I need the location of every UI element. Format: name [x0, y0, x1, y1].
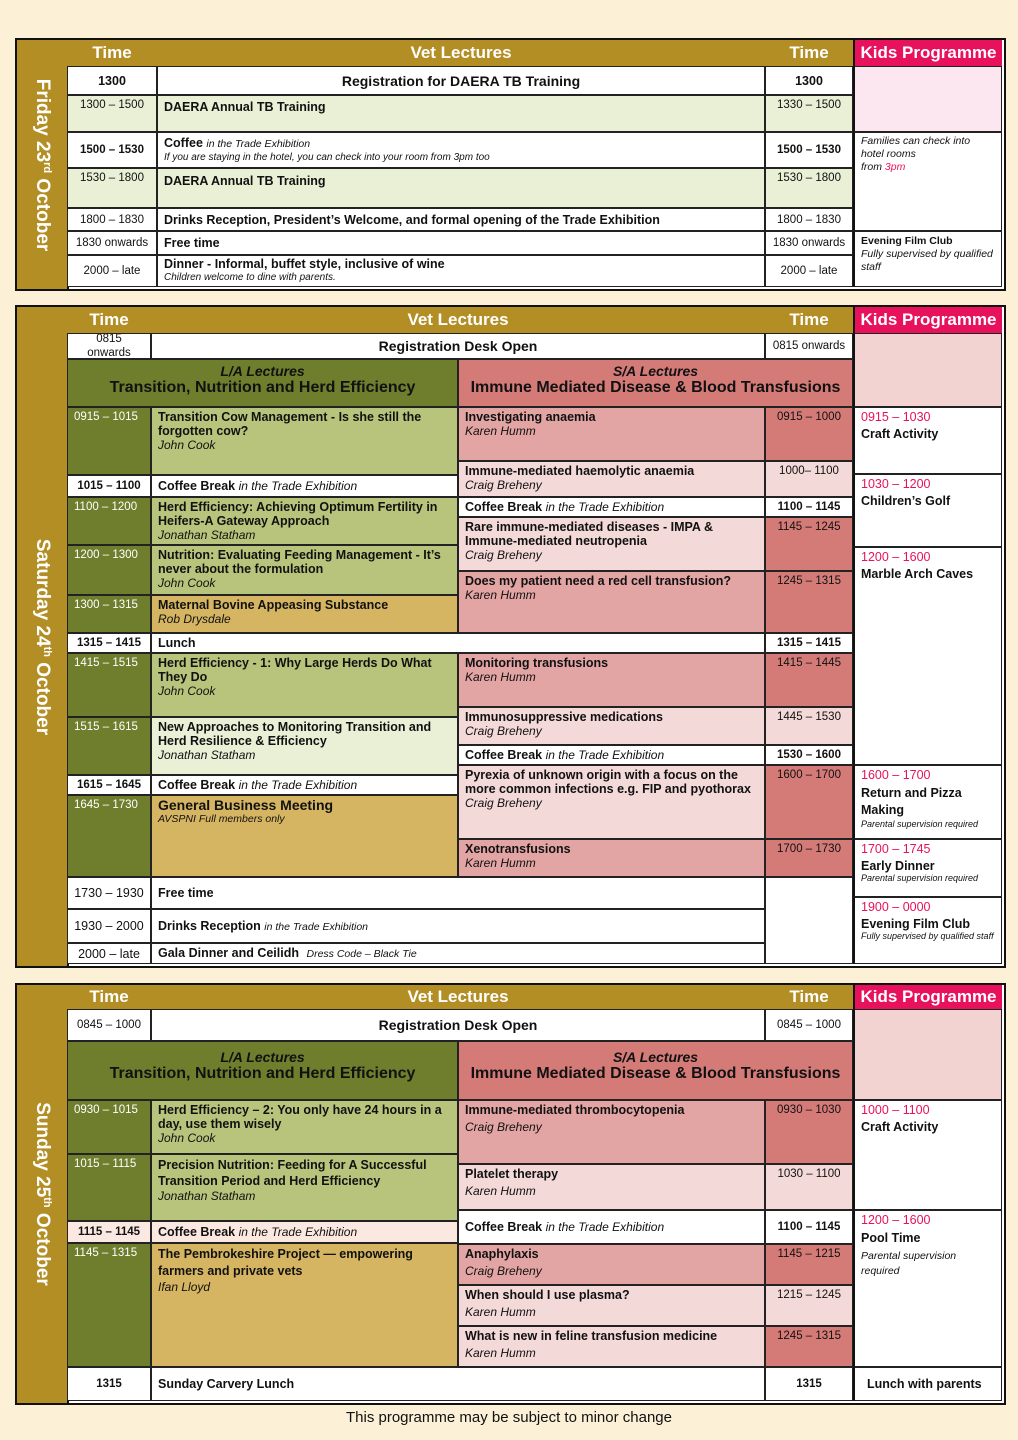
session-title: Nutrition: Evaluating Feeding Management - It’s never about the formulation	[158, 548, 441, 576]
time-cell: 2000 – late	[67, 943, 151, 964]
time-header: Time	[765, 307, 853, 333]
time-cell: 2000 – late	[765, 255, 853, 287]
session-title: Herd Efficiency: Achieving Optimum Fertility in Heifers-A Gateway Approach	[158, 500, 438, 528]
session-title: DAERA Annual TB Training	[164, 174, 326, 188]
session-title: Herd Efficiency – 2: You only have 24 hours in a day, use them wisely	[158, 1103, 442, 1131]
session-title: Precision Nutrition: Feeding for A Successful Transition Period and Herd Efficiency	[158, 1158, 427, 1188]
time-cell: 1015 – 1115	[67, 1154, 151, 1221]
sa-track-title: Immune Mediated Disease & Blood Transfusions	[470, 1065, 841, 1082]
time-cell: 1200 – 1300	[67, 545, 151, 595]
time-cell: 1800 – 1830	[765, 208, 853, 231]
time-cell: 1115 – 1145	[67, 1221, 151, 1243]
vet-lectures-header: Vet Lectures	[151, 307, 765, 333]
la-lectures-label: L/A Lectures	[220, 1049, 305, 1065]
speaker: Karen Humm	[465, 1184, 536, 1198]
session-title: Registration Desk Open	[378, 338, 538, 354]
session-title: The Pembrokeshire Project — empowering farmers and private vets	[158, 1247, 413, 1278]
kids-cell	[853, 765, 1002, 839]
speaker: Karen Humm	[465, 424, 536, 438]
time-cell: 1315	[765, 1367, 853, 1401]
session-cell	[458, 461, 765, 497]
time-cell: 1245 – 1315	[765, 1326, 853, 1367]
day-label: Saturday 24th October	[31, 538, 54, 735]
speaker: Jonathan Statham	[158, 748, 256, 762]
kids-cell	[853, 407, 1002, 474]
session-cell	[157, 255, 765, 287]
sa-lectures-header	[458, 1041, 853, 1100]
sa-lectures-label: S/A Lectures	[612, 1049, 699, 1065]
kids-title: Return and Pizza Making	[861, 786, 962, 817]
session-title: Immunosuppressive medications	[465, 710, 663, 724]
session-cell	[151, 1009, 765, 1041]
session-note: Children welcome to dine with parents.	[164, 272, 336, 283]
session-title: Coffee Break	[158, 1225, 236, 1239]
time-cell: 0845 – 1000	[67, 1009, 151, 1041]
session-cell	[458, 1164, 765, 1210]
la-lectures-label: L/A Lectures	[220, 363, 305, 379]
session-cell	[458, 707, 765, 745]
day-band	[17, 307, 69, 966]
time-cell: 1315	[67, 1367, 151, 1401]
kids-cell	[853, 474, 1002, 547]
time-cell: 1300 – 1500	[67, 95, 157, 132]
kids-time: 1900 – 0000	[861, 900, 931, 914]
time-header: Time	[67, 307, 151, 333]
session-cell	[151, 475, 458, 497]
vet-lectures-header: Vet Lectures	[157, 40, 765, 66]
location-note: in the Trade Exhibition	[545, 1220, 665, 1234]
session-title: Coffee Break	[465, 748, 543, 762]
sa-lectures-header	[458, 359, 853, 407]
speaker: John Cook	[158, 438, 216, 452]
time-cell: 1145 – 1315	[67, 1243, 151, 1367]
speaker: Craig Breheny	[465, 1264, 542, 1278]
sa-lectures-label: S/A Lectures	[612, 363, 699, 379]
kids-cell	[853, 333, 1002, 407]
time-cell: 1730 – 1930	[67, 877, 151, 909]
session-title: Does my patient need a red cell transfusion?	[465, 574, 732, 588]
kids-time: 3pm	[884, 161, 906, 173]
kids-title: Craft Activity	[861, 1120, 939, 1134]
location-note: Dress Code – Black Tie	[306, 948, 417, 960]
time-header: Time	[67, 40, 157, 66]
time-cell: 0915 – 1015	[67, 407, 151, 475]
kids-cell	[853, 132, 1002, 231]
la-track-title: Transition, Nutrition and Herd Efficiency	[109, 1065, 416, 1082]
speaker: Craig Breheny	[465, 724, 542, 738]
session-title: Investigating anaemia	[465, 410, 596, 424]
speaker: Karen Humm	[465, 1346, 536, 1360]
session-cell	[458, 1210, 765, 1244]
kids-title: Children’s Golf	[861, 494, 951, 508]
time-cell: 1000– 1100	[765, 461, 853, 497]
session-title: Coffee Break	[465, 500, 543, 514]
session-title: Drinks Reception	[158, 918, 261, 933]
session-cell	[151, 633, 765, 653]
speaker: Craig Breheny	[465, 548, 542, 562]
speaker: Jonathan Statham	[158, 528, 256, 542]
session-title: What is new in feline transfusion medicine	[465, 1329, 718, 1343]
time-cell: 1030 – 1100	[765, 1164, 853, 1210]
session-cell	[151, 877, 765, 909]
time-cell: 1615 – 1645	[67, 775, 151, 795]
session-title: Drinks Reception, President’s Welcome, and formal opening of the Trade Exhibition	[164, 212, 660, 227]
time-cell: 1315 – 1415	[67, 633, 151, 653]
session-cell	[458, 653, 765, 707]
kids-time: 1700 – 1745	[861, 842, 931, 856]
speaker: Craig Breheny	[465, 478, 542, 492]
footer-note: This programme may be subject to minor change	[346, 1409, 672, 1426]
session-cell	[151, 595, 458, 633]
kids-programme-header: Kids Programme	[853, 307, 1002, 333]
time-cell: 1300	[765, 66, 853, 95]
session-title: Coffee Break	[158, 479, 236, 493]
kids-note: Parental supervision required	[861, 873, 979, 883]
kids-title: Evening Film Club	[861, 235, 953, 247]
time-cell: 1930 – 2000	[67, 909, 151, 943]
kids-cell	[853, 547, 1002, 765]
session-cell	[458, 407, 765, 461]
time-cell: 1700 – 1730	[765, 839, 853, 877]
time-cell: 1415 – 1445	[765, 653, 853, 707]
kids-title: Evening Film Club	[861, 917, 971, 931]
speaker: Karen Humm	[465, 670, 536, 684]
location-note: in the Trade Exhibition	[238, 778, 358, 792]
session-title: Monitoring transfusions	[465, 656, 609, 670]
kids-title: Early Dinner	[861, 859, 935, 873]
session-title: Platelet therapy	[465, 1167, 559, 1181]
kids-cell	[853, 66, 1002, 132]
speaker: John Cook	[158, 684, 216, 698]
session-note: If you are staying in the hotel, you can check into your room from 3pm too	[164, 151, 490, 163]
kids-cell	[853, 1367, 1002, 1401]
kids-title: Craft Activity	[861, 427, 939, 441]
kids-note: Fully supervised by qualified staff	[861, 931, 994, 941]
time-cell: 0930 – 1015	[67, 1100, 151, 1154]
kids-programme-header: Kids Programme	[853, 985, 1002, 1009]
kids-title: Marble Arch Caves	[861, 567, 974, 581]
kids-note: Parental supervision required	[861, 819, 979, 829]
time-cell: 1330 – 1500	[765, 95, 853, 132]
session-cell	[458, 571, 765, 633]
session-cell	[151, 333, 765, 359]
kids-note: from	[861, 161, 885, 173]
kids-programme-header: Kids Programme	[853, 40, 1002, 66]
time-cell: 0815 onwards	[765, 333, 853, 359]
session-cell	[458, 497, 765, 517]
session-cell	[151, 1100, 458, 1154]
session-title: Lunch	[158, 636, 196, 650]
session-cell	[458, 745, 765, 765]
friday-section	[15, 38, 1006, 291]
time-cell: 1445 – 1530	[765, 707, 853, 745]
session-title: General Business Meeting	[158, 797, 334, 813]
session-cell	[157, 66, 765, 95]
session-cell	[157, 95, 765, 132]
kids-time: 1030 – 1200	[861, 477, 931, 491]
time-cell: 1530 – 1600	[765, 745, 853, 765]
kids-time: 1600 – 1700	[861, 768, 931, 782]
kids-cell	[853, 1210, 1002, 1367]
session-cell	[458, 765, 765, 839]
session-cell	[458, 1100, 765, 1164]
kids-cell	[853, 1100, 1002, 1210]
session-title: Registration for DAERA TB Training	[341, 72, 581, 89]
location-note: in the Trade Exhibition	[545, 748, 665, 762]
session-cell	[157, 231, 765, 255]
time-cell: 0845 – 1000	[765, 1009, 853, 1041]
session-title: New Approaches to Monitoring Transition and Herd Resilience & Efficiency	[158, 720, 432, 748]
kids-note: Families can check into hotel rooms	[861, 135, 971, 160]
session-cell	[458, 1326, 765, 1367]
session-cell	[151, 497, 458, 545]
session-title: Transition Cow Management - Is she still the forgotten cow?	[158, 410, 422, 438]
session-title: Gala Dinner and Ceilidh	[158, 946, 299, 960]
time-cell: 1830 onwards	[67, 231, 157, 255]
session-cell	[151, 1243, 458, 1367]
time-cell: 1215 – 1245	[765, 1285, 853, 1326]
time-cell: 1500 – 1530	[67, 132, 157, 168]
time-cell: 1800 – 1830	[67, 208, 157, 231]
kids-cell	[853, 897, 1002, 964]
session-cell	[151, 545, 458, 595]
session-title: DAERA Annual TB Training	[164, 100, 326, 114]
session-cell	[151, 943, 765, 964]
location-note: in the Trade Exhibition	[545, 500, 665, 514]
session-title: Free time	[158, 886, 214, 900]
session-title: Coffee Break	[158, 778, 236, 792]
la-lectures-header	[67, 1041, 458, 1100]
session-cell	[151, 909, 765, 943]
location-note: in the Trade Exhibition	[238, 1225, 358, 1239]
kids-note: Fully supervised by qualified staff	[861, 248, 993, 273]
time-cell: 1145 – 1215	[765, 1244, 853, 1285]
kids-title: Pool Time	[861, 1231, 921, 1245]
day-label: Sunday 25th October	[31, 1102, 54, 1286]
kids-time: 0915 – 1030	[861, 410, 931, 424]
kids-time: 1000 – 1100	[861, 1103, 930, 1117]
session-title: Immune-mediated thrombocytopenia	[465, 1103, 685, 1117]
vet-lectures-header: Vet Lectures	[151, 985, 765, 1009]
location-note: in the Trade Exhibition	[238, 479, 358, 493]
time-header: Time	[765, 40, 853, 66]
time-cell: 1100 – 1145	[765, 1210, 853, 1244]
la-track-title: Transition, Nutrition and Herd Efficiency	[109, 379, 416, 396]
session-title: Free time	[164, 236, 220, 250]
session-cell	[151, 775, 458, 795]
kids-time: 1200 – 1600	[861, 1213, 931, 1227]
kids-note: Parental supervision required	[861, 1250, 957, 1277]
session-title: Dinner - Informal, buffet style, inclusive of wine	[164, 257, 445, 271]
kids-cell	[853, 839, 1002, 897]
session-title: Coffee	[164, 135, 203, 150]
speaker: Craig Breheny	[465, 1120, 542, 1134]
location-note: in the Trade Exhibition	[264, 920, 368, 933]
session-cell	[458, 1244, 765, 1285]
time-cell: 1015 – 1100	[67, 475, 151, 497]
time-cell: 1530 – 1800	[765, 168, 853, 208]
speaker: Karen Humm	[465, 856, 536, 870]
session-note: AVSPNI Full members only	[158, 813, 285, 825]
speaker: John Cook	[158, 1131, 216, 1145]
time-cell: 0915 – 1000	[765, 407, 853, 461]
session-title: When should I use plasma?	[465, 1288, 630, 1302]
session-title: Xenotransfusions	[465, 842, 571, 856]
session-cell	[157, 168, 765, 208]
speaker: Karen Humm	[465, 1305, 536, 1319]
session-cell	[157, 132, 765, 168]
session-cell	[151, 717, 458, 775]
time-cell: 1500 – 1530	[765, 132, 853, 168]
session-cell	[458, 839, 765, 877]
time-cell: 1830 onwards	[765, 231, 853, 255]
kids-time: 1200 – 1600	[861, 550, 931, 564]
time-header: Time	[765, 985, 853, 1009]
session-title: Sunday Carvery Lunch	[158, 1377, 295, 1391]
session-title: Immune-mediated haemolytic anaemia	[465, 464, 695, 478]
session-cell	[151, 407, 458, 475]
time-cell: 1515 – 1615	[67, 717, 151, 775]
session-cell	[151, 795, 458, 877]
sunday-section	[15, 983, 1006, 1405]
speaker: Karen Humm	[465, 588, 536, 602]
session-title: Rare immune-mediated diseases - IMPA & Immune-mediated neutropenia	[465, 520, 713, 548]
session-title: Anaphylaxis	[465, 1247, 539, 1261]
session-title: Herd Efficiency - 1: Why Large Herds Do What They Do	[158, 656, 432, 684]
speaker: John Cook	[158, 576, 216, 590]
time-cell: 0930 – 1030	[765, 1100, 853, 1164]
time-cell: 1315 – 1415	[765, 633, 853, 653]
session-title: Maternal Bovine Appeasing Substance	[158, 598, 389, 612]
speaker: Rob Drysdale	[158, 612, 231, 626]
sa-track-title: Immune Mediated Disease & Blood Transfusions	[470, 379, 841, 396]
location-note: in the Trade Exhibition	[206, 137, 311, 150]
session-cell	[458, 1285, 765, 1326]
time-cell: 1600 – 1700	[765, 765, 853, 839]
session-cell	[151, 1221, 458, 1243]
speaker: Craig Breheny	[465, 796, 542, 810]
day-label: Friday 23rd October	[31, 78, 54, 251]
session-title: Registration Desk Open	[378, 1017, 538, 1033]
session-cell	[151, 1154, 458, 1221]
day-band	[17, 40, 69, 289]
kids-cell	[853, 1009, 1002, 1100]
time-cell: 1300 – 1315	[67, 595, 151, 633]
time-header: Time	[67, 985, 151, 1009]
la-lectures-header	[67, 359, 458, 407]
speaker: Jonathan Statham	[158, 1189, 256, 1203]
saturday-section	[15, 305, 1006, 968]
time-cell: 0815 onwards	[67, 333, 151, 359]
time-cell: 2000 – late	[67, 255, 157, 287]
time-cell: 1415 – 1515	[67, 653, 151, 717]
session-cell	[458, 517, 765, 571]
time-cell: 1145 – 1245	[765, 517, 853, 571]
time-cell: 1100 – 1200	[67, 497, 151, 545]
time-cell: 1645 – 1730	[67, 795, 151, 877]
kids-title: Lunch with parents	[867, 1377, 982, 1391]
time-cell: 1245 – 1315	[765, 571, 853, 633]
speaker: Ifan Lloyd	[158, 1280, 211, 1294]
time-cell	[765, 877, 853, 964]
session-cell	[151, 1367, 765, 1401]
time-cell: 1100 – 1145	[765, 497, 853, 517]
session-cell	[157, 208, 765, 231]
time-cell: 1300	[67, 66, 157, 95]
session-cell	[151, 653, 458, 717]
kids-cell	[853, 231, 1002, 287]
session-title: Pyrexia of unknown origin with a focus on the more common infections e.g. FIP and pyothorax	[465, 768, 751, 796]
session-title: Coffee Break	[465, 1220, 543, 1234]
time-cell: 1530 – 1800	[67, 168, 157, 208]
day-band	[17, 985, 69, 1403]
